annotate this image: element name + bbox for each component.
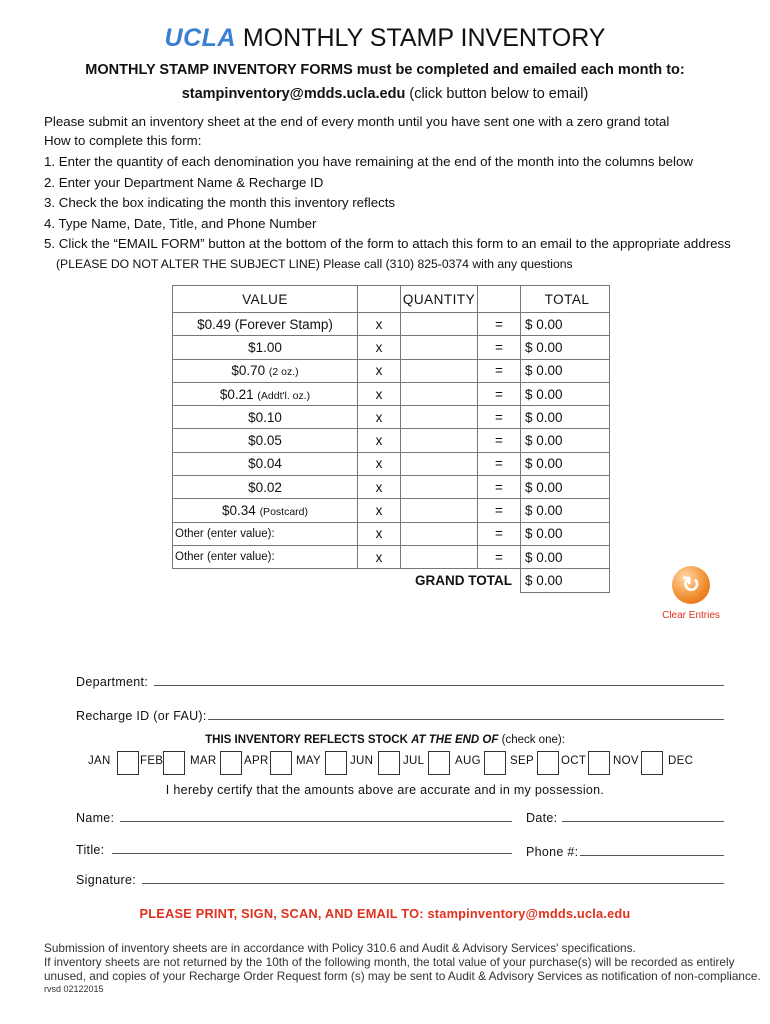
month-label-jun: JUN [350, 755, 374, 767]
month-label-apr: APR [244, 755, 269, 767]
month-label-dec: DEC [668, 755, 694, 767]
page-title [0, 24, 770, 53]
table-row [173, 359, 610, 382]
other-value-input[interactable]: Other (enter value): [173, 522, 358, 545]
department-label: Department: [76, 675, 149, 689]
header-quantity: QUANTITY [401, 286, 478, 313]
table-row [173, 406, 610, 429]
grand-total-row [173, 569, 610, 592]
equals-sign: = [478, 476, 521, 499]
equals-sign: = [478, 336, 521, 359]
denomination: $0.49 (Forever Stamp) [173, 313, 358, 336]
checkbox-aug[interactable] [484, 751, 506, 775]
month-label-nov: NOV [613, 755, 639, 767]
row-total: $ 0.00 [521, 336, 610, 359]
row-total: $ 0.00 [521, 359, 610, 382]
instruction-line: How to complete this form: [44, 133, 202, 148]
instruction-line: 1. Enter the quantity of each denomination you have remaining at the end of the month into the columns below [44, 154, 694, 169]
equals-sign: = [478, 382, 521, 405]
checkbox-may[interactable] [325, 751, 347, 775]
revision-code: rvsd 02122015 [44, 984, 104, 994]
date-input[interactable] [562, 820, 724, 822]
times-sign: x [358, 499, 401, 522]
checkbox-nov[interactable] [641, 751, 663, 775]
print-sign-instruction: PLEASE PRINT, SIGN, SCAN, AND EMAIL TO: stampinventory@mdds.ucla.edu [139, 906, 631, 921]
checkbox-sep[interactable] [537, 751, 559, 775]
policy-note: unused, and copies of your Recharge Order Request form (s) may be sent to Audit & Advisory Services as notification of non-compliance. [44, 969, 761, 983]
instruction-line: (PLEASE DO NOT ALTER THE SUBJECT LINE) Please call (310) 825-0374 with any questions [56, 257, 573, 271]
quantity-input[interactable] [401, 406, 478, 429]
equals-sign: = [478, 522, 521, 545]
date-label: Date: [526, 811, 558, 825]
instruction-line: 4. Type Name, Date, Title, and Phone Number [44, 216, 317, 231]
equals-sign: = [478, 499, 521, 522]
denomination: $0.70 (2 oz.) [173, 359, 358, 382]
month-label-may: MAY [296, 755, 321, 767]
checkbox-oct[interactable] [588, 751, 610, 775]
denomination: $0.04 [173, 452, 358, 475]
other-value-input[interactable]: Other (enter value): [173, 545, 358, 568]
policy-note: If inventory sheets are not returned by the 10th of the following month, the total value of your purchase(s) will be recorded as entirely [44, 955, 735, 969]
instruction-line: 3. Check the box indicating the month this inventory reflects [44, 195, 396, 210]
row-total: $ 0.00 [521, 499, 610, 522]
instruction-line: 5. Click the “EMAIL FORM” button at the bottom of the form to attach this form to an email to the appropriate address [44, 236, 731, 251]
title-label: Title: [76, 843, 105, 857]
row-total: $ 0.00 [521, 476, 610, 499]
equals-sign: = [478, 452, 521, 475]
form-title: MONTHLY STAMP INVENTORY [242, 24, 606, 52]
equals-sign: = [478, 313, 521, 336]
row-total: $ 0.00 [521, 522, 610, 545]
table-header-row [173, 286, 610, 313]
table-row [173, 499, 610, 522]
quantity-input[interactable] [401, 382, 478, 405]
policy-note: Submission of inventory sheets are in accordance with Policy 310.6 and Audit & Advisory Services' specifications. [44, 941, 636, 955]
grand-total-value: $ 0.00 [521, 569, 610, 592]
phone-label: Phone #: [526, 845, 579, 859]
table-row [173, 476, 610, 499]
table-row-other [173, 545, 610, 568]
month-label-sep: SEP [510, 755, 534, 767]
grand-total-label: GRAND TOTAL [415, 573, 512, 589]
quantity-input[interactable] [401, 522, 478, 545]
month-label-jul: JUL [403, 755, 425, 767]
quantity-input[interactable] [401, 429, 478, 452]
instruction-heading: MONTHLY STAMP INVENTORY FORMS must be completed and emailed each month to: [85, 62, 685, 78]
table-row-other [173, 522, 610, 545]
table-row [173, 452, 610, 475]
equals-sign: = [478, 545, 521, 568]
times-sign: x [358, 359, 401, 382]
row-total: $ 0.00 [521, 313, 610, 336]
times-sign: x [358, 476, 401, 499]
denomination: $0.02 [173, 476, 358, 499]
equals-sign: = [478, 359, 521, 382]
times-sign: x [358, 382, 401, 405]
table-row [173, 429, 610, 452]
ucla-logo: UCLA [164, 24, 236, 52]
row-total: $ 0.00 [521, 406, 610, 429]
quantity-input[interactable] [401, 313, 478, 336]
table-row [173, 313, 610, 336]
table-row [173, 382, 610, 405]
signature-label: Signature: [76, 873, 136, 887]
checkbox-jan[interactable] [117, 751, 139, 775]
email-line [0, 86, 770, 102]
denomination: $0.10 [173, 406, 358, 429]
times-sign: x [358, 313, 401, 336]
table-row [173, 336, 610, 359]
quantity-input[interactable] [401, 359, 478, 382]
month-label-oct: OCT [561, 755, 587, 767]
month-label-jan: JAN [88, 755, 111, 767]
recharge-input[interactable] [208, 718, 724, 720]
email-note: (click button below to email) [409, 86, 589, 102]
name-label: Name: [76, 811, 115, 825]
title-input[interactable] [112, 852, 512, 854]
times-sign: x [358, 336, 401, 359]
footer-email[interactable]: stampinventory@mdds.ucla.edu [427, 906, 631, 921]
month-label-mar: MAR [190, 755, 217, 767]
header-total: TOTAL [521, 286, 610, 313]
row-total: $ 0.00 [521, 452, 610, 475]
denomination: $1.00 [173, 336, 358, 359]
equals-sign: = [478, 429, 521, 452]
times-sign: x [358, 429, 401, 452]
refresh-icon: ↻ [672, 566, 710, 604]
recharge-label: Recharge ID (or FAU): [76, 709, 207, 723]
checkbox-apr[interactable] [270, 751, 292, 775]
denomination: $0.21 (Addt'l. oz.) [173, 382, 358, 405]
times-sign: x [358, 545, 401, 568]
clear-entries-button[interactable] [655, 566, 727, 621]
denomination: $0.34 (Postcard) [173, 499, 358, 522]
quantity-input[interactable] [401, 452, 478, 475]
times-sign: x [358, 452, 401, 475]
quantity-input[interactable] [401, 336, 478, 359]
signature-input[interactable] [142, 882, 724, 884]
times-sign: x [358, 522, 401, 545]
row-total: $ 0.00 [521, 382, 610, 405]
stock-period-heading: THIS INVENTORY REFLECTS STOCK AT THE END OF (check one): [205, 734, 565, 746]
instruction-line: 2. Enter your Department Name & Recharge ID [44, 175, 324, 190]
month-label-feb: FEB [140, 755, 164, 767]
instruction-line: Please submit an inventory sheet at the end of every month until you have sent one with a zero grand total [44, 114, 670, 129]
equals-sign: = [478, 406, 521, 429]
month-label-aug: AUG [455, 755, 481, 767]
clear-entries-label: Clear Entries [662, 610, 720, 621]
phone-input[interactable] [580, 854, 724, 856]
name-input[interactable] [120, 820, 512, 822]
inventory-table [172, 285, 610, 593]
quantity-input[interactable] [401, 499, 478, 522]
checkbox-mar[interactable] [220, 751, 242, 775]
quantity-input[interactable] [401, 545, 478, 568]
email-address[interactable]: stampinventory@mdds.ucla.edu [181, 86, 406, 102]
checkbox-jul[interactable] [428, 751, 450, 775]
certification-statement: I hereby certify that the amounts above are accurate and in my possession. [165, 783, 605, 797]
denomination: $0.05 [173, 429, 358, 452]
row-total: $ 0.00 [521, 545, 610, 568]
row-total: $ 0.00 [521, 429, 610, 452]
quantity-input[interactable] [401, 476, 478, 499]
department-input[interactable] [154, 684, 724, 686]
header-value: VALUE [173, 286, 358, 313]
checkbox-feb[interactable] [163, 751, 185, 775]
checkbox-jun[interactable] [378, 751, 400, 775]
times-sign: x [358, 406, 401, 429]
